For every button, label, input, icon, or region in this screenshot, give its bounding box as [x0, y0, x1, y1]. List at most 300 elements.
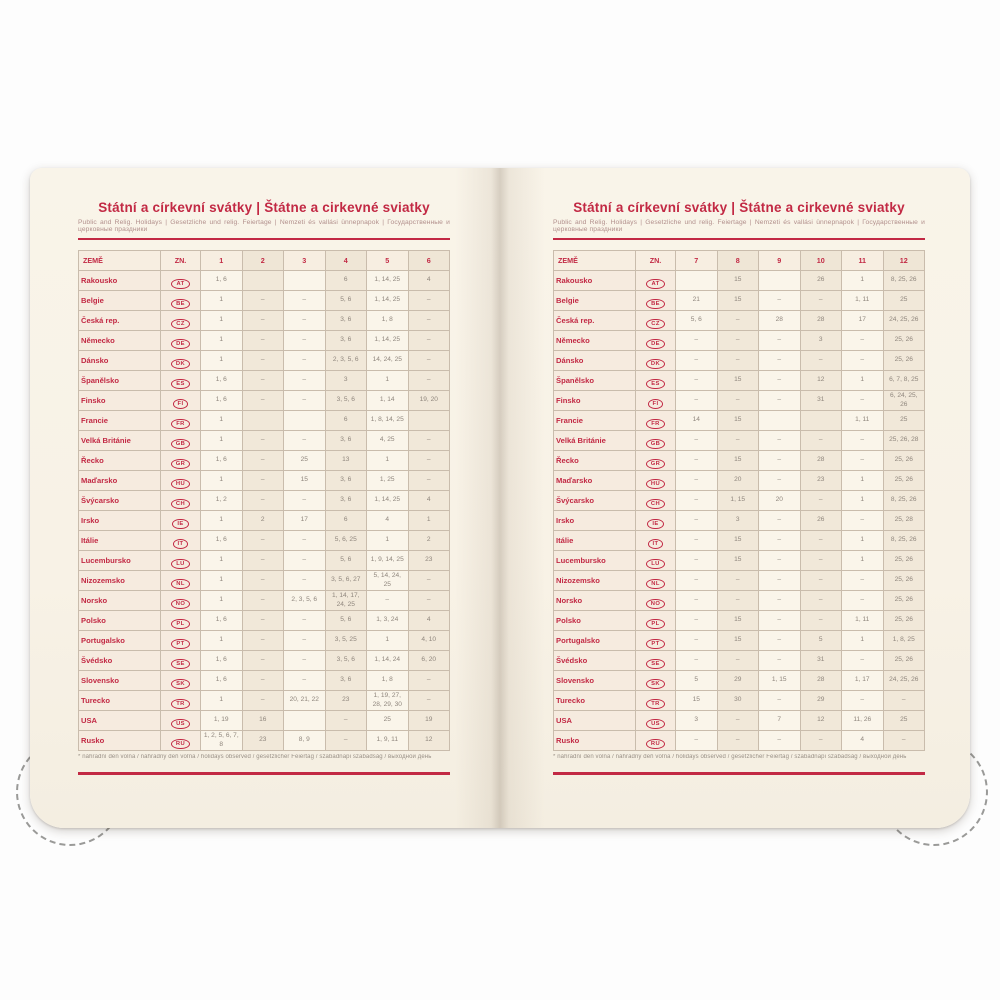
table-row: [554, 451, 925, 471]
holiday-days-cell: 5: [800, 631, 842, 651]
country-name: Dánsko: [554, 351, 636, 371]
country-code-cell: [636, 491, 676, 511]
holiday-days-cell: 23: [325, 691, 367, 711]
holiday-days-cell: –: [242, 631, 284, 651]
holiday-days-cell: 1: [201, 351, 243, 371]
table-row: [554, 511, 925, 531]
holiday-days-cell: 25, 28: [883, 511, 925, 531]
holiday-days-cell: 2, 3, 5, 6: [284, 591, 326, 611]
holiday-days-cell: 25, 26: [883, 651, 925, 671]
country-name: Finsko: [554, 391, 636, 411]
country-code-badge: NL: [171, 579, 190, 590]
holiday-days-cell: 1, 6: [201, 611, 243, 631]
red-rule-bottom: [78, 772, 450, 775]
holiday-days-cell: [284, 411, 326, 431]
table-row: [554, 351, 925, 371]
country-name: Francie: [554, 411, 636, 431]
holiday-days-cell: –: [759, 351, 801, 371]
holiday-days-cell: –: [242, 291, 284, 311]
holiday-days-cell: –: [284, 491, 326, 511]
holiday-days-cell: –: [242, 451, 284, 471]
country-code-badge: GB: [171, 439, 191, 450]
holiday-days-cell: –: [883, 731, 925, 751]
holiday-days-cell: –: [759, 731, 801, 751]
holiday-days-cell: –: [408, 571, 450, 591]
holiday-days-cell: 25, 26: [883, 331, 925, 351]
holiday-days-cell: –: [676, 471, 718, 491]
holiday-days-cell: [284, 711, 326, 731]
holiday-days-cell: –: [759, 391, 801, 411]
holiday-days-cell: 1: [201, 311, 243, 331]
country-name: USA: [79, 711, 161, 731]
holiday-days-cell: –: [676, 331, 718, 351]
holiday-days-cell: 1, 14, 24: [367, 651, 409, 671]
country-name: Maďarsko: [79, 471, 161, 491]
country-code-badge: GR: [171, 459, 191, 470]
holiday-days-cell: –: [759, 451, 801, 471]
holiday-days-cell: –: [242, 571, 284, 591]
holiday-days-cell: –: [408, 431, 450, 451]
country-code-badge: FR: [171, 419, 190, 430]
holiday-days-cell: 4: [408, 491, 450, 511]
country-code-cell: [161, 271, 201, 291]
table-row: [554, 571, 925, 591]
red-rule-top: [553, 238, 925, 240]
holiday-days-cell: 1: [408, 511, 450, 531]
column-header: 11: [842, 251, 884, 271]
holiday-days-cell: 1: [842, 371, 884, 391]
table-row: [79, 411, 450, 431]
holiday-days-cell: 4: [842, 731, 884, 751]
holiday-days-cell: 1: [842, 491, 884, 511]
holiday-days-cell: –: [800, 551, 842, 571]
country-name: Česká rep.: [79, 311, 161, 331]
holiday-days-cell: 1: [842, 531, 884, 551]
holiday-days-cell: 1: [201, 571, 243, 591]
holiday-days-cell: –: [676, 571, 718, 591]
country-name: Itálie: [79, 531, 161, 551]
country-code-cell: [636, 531, 676, 551]
holiday-days-cell: 1, 15: [717, 491, 759, 511]
country-code-cell: [161, 551, 201, 571]
table-row: [554, 331, 925, 351]
table-row: [79, 571, 450, 591]
holiday-days-cell: 1, 6: [201, 271, 243, 291]
country-code-badge: CZ: [171, 319, 190, 330]
holiday-days-cell: –: [759, 591, 801, 611]
table-row: [79, 351, 450, 371]
holiday-days-cell: 17: [842, 311, 884, 331]
holiday-days-cell: 1: [201, 591, 243, 611]
holiday-days-cell: –: [800, 491, 842, 511]
holiday-days-cell: 1, 2, 5, 6, 7, 8: [201, 731, 243, 751]
country-code-cell: [636, 651, 676, 671]
holiday-days-cell: –: [842, 351, 884, 371]
holiday-days-cell: [242, 411, 284, 431]
holiday-days-cell: 1, 14, 25: [367, 491, 409, 511]
country-code-cell: [161, 291, 201, 311]
holiday-days-cell: 5, 6: [325, 291, 367, 311]
country-code-badge: BE: [171, 299, 190, 310]
country-name: Rakousko: [554, 271, 636, 291]
country-name: Španělsko: [554, 371, 636, 391]
country-name: Řecko: [554, 451, 636, 471]
holiday-days-cell: –: [242, 391, 284, 411]
table-row: [79, 491, 450, 511]
page-title: Státní a církevní svátky | Štátne a cirkevné sviatky: [98, 200, 430, 215]
holiday-days-cell: 3: [800, 331, 842, 351]
country-name: Rakousko: [79, 271, 161, 291]
country-code-badge: PT: [646, 639, 664, 650]
holiday-days-cell: 28: [800, 311, 842, 331]
country-code-cell: [161, 491, 201, 511]
holiday-days-cell: 1: [201, 431, 243, 451]
country-name: Portugalsko: [554, 631, 636, 651]
country-code-cell: [161, 691, 201, 711]
holiday-days-cell: [800, 411, 842, 431]
holiday-days-cell: –: [842, 571, 884, 591]
holiday-days-cell: 3, 6: [325, 311, 367, 331]
column-header: ZN.: [636, 251, 676, 271]
holiday-days-cell: 1, 8: [367, 311, 409, 331]
holiday-days-cell: –: [676, 651, 718, 671]
holiday-days-cell: –: [800, 291, 842, 311]
holiday-days-cell: 1: [201, 551, 243, 571]
holiday-days-cell: –: [717, 391, 759, 411]
country-code-cell: [636, 371, 676, 391]
holiday-days-cell: 20: [759, 491, 801, 511]
holiday-days-cell: 4: [408, 271, 450, 291]
table-row: [554, 391, 925, 411]
holiday-days-cell: 1: [201, 331, 243, 351]
country-code-badge: IE: [172, 519, 188, 530]
holiday-days-cell: [759, 271, 801, 291]
country-name: Dánsko: [79, 351, 161, 371]
country-code-cell: [161, 511, 201, 531]
table-row: [554, 591, 925, 611]
country-name: Rusko: [79, 731, 161, 751]
column-header: 8: [717, 251, 759, 271]
holiday-days-cell: –: [717, 331, 759, 351]
country-name: Řecko: [79, 451, 161, 471]
table-row: [79, 391, 450, 411]
column-header: 6: [408, 251, 450, 271]
holiday-days-cell: –: [676, 631, 718, 651]
country-name: Turecko: [79, 691, 161, 711]
holiday-days-cell: –: [242, 671, 284, 691]
holiday-days-cell: 20, 21, 22: [284, 691, 326, 711]
holiday-days-cell: 25, 26, 28: [883, 431, 925, 451]
column-header: ZEMĚ: [79, 251, 161, 271]
column-header: 10: [800, 251, 842, 271]
holiday-days-cell: 1: [367, 531, 409, 551]
holiday-days-cell: 1, 6: [201, 531, 243, 551]
country-code-badge: SK: [171, 679, 190, 690]
holiday-days-cell: –: [800, 351, 842, 371]
holiday-days-cell: 25: [284, 451, 326, 471]
table-row: [79, 311, 450, 331]
country-code-badge: US: [646, 719, 665, 730]
holiday-days-cell: –: [284, 571, 326, 591]
country-code-badge: IE: [647, 519, 663, 530]
holiday-days-cell: 1, 9, 11: [367, 731, 409, 751]
table-row: [554, 651, 925, 671]
holiday-days-cell: –: [284, 651, 326, 671]
holiday-days-cell: –: [284, 331, 326, 351]
holiday-days-cell: –: [759, 431, 801, 451]
country-name: Polsko: [79, 611, 161, 631]
country-code-cell: [636, 691, 676, 711]
country-name: Slovensko: [554, 671, 636, 691]
holiday-days-cell: –: [800, 611, 842, 631]
country-code-cell: [161, 531, 201, 551]
country-code-cell: [636, 631, 676, 651]
holiday-days-cell: 1, 11: [842, 411, 884, 431]
holiday-days-cell: 1, 8, 25: [883, 631, 925, 651]
table-row: [554, 551, 925, 571]
holiday-days-cell: 1: [201, 471, 243, 491]
holiday-days-cell: –: [717, 571, 759, 591]
country-code-cell: [161, 451, 201, 471]
holiday-days-cell: –: [408, 351, 450, 371]
country-code-cell: [161, 371, 201, 391]
holiday-days-cell: 6: [325, 411, 367, 431]
holiday-days-cell: 5, 6: [325, 611, 367, 631]
page-subtitle: Public and Relig. Holidays | Gesetzliche und relig. Feiertage | Nemzeti és vallási ünnepnapok | Государственные и церковные праздники: [78, 219, 450, 233]
holiday-days-cell: –: [408, 671, 450, 691]
country-name: Itálie: [554, 531, 636, 551]
holiday-days-cell: –: [800, 571, 842, 591]
holiday-days-cell: –: [242, 691, 284, 711]
country-code-cell: [161, 351, 201, 371]
table-row: [79, 671, 450, 691]
country-code-cell: [636, 391, 676, 411]
country-code-cell: [636, 551, 676, 571]
holiday-days-cell: 28: [759, 311, 801, 331]
holiday-days-cell: –: [284, 291, 326, 311]
holiday-days-cell: –: [717, 591, 759, 611]
holiday-days-cell: 31: [800, 391, 842, 411]
holiday-days-cell: –: [676, 371, 718, 391]
country-name: Lucembursko: [79, 551, 161, 571]
column-header: 2: [242, 251, 284, 271]
country-name: Velká Británie: [554, 431, 636, 451]
holiday-days-cell: 1: [842, 271, 884, 291]
table-row: [554, 531, 925, 551]
holiday-days-cell: –: [759, 611, 801, 631]
holiday-days-cell: 23: [242, 731, 284, 751]
country-code-badge: LU: [171, 559, 190, 570]
holiday-days-cell: 5, 6: [676, 311, 718, 331]
holiday-days-cell: –: [676, 731, 718, 751]
holiday-days-cell: 5, 14, 24, 25: [367, 571, 409, 591]
country-name: Španělsko: [79, 371, 161, 391]
table-row: [554, 411, 925, 431]
country-code-badge: NO: [646, 599, 666, 610]
holiday-days-cell: 17: [284, 511, 326, 531]
footnote: * náhradní den volna / náhradný deň voľna / holidays observed / gesetzlicher Feiertag / szabadnapi szabadság / выходной день: [553, 754, 907, 760]
country-code-cell: [161, 391, 201, 411]
holiday-days-cell: 25, 26: [883, 591, 925, 611]
holiday-days-cell: –: [284, 671, 326, 691]
holiday-days-cell: 1, 6: [201, 371, 243, 391]
holiday-days-cell: 6, 24, 25, 26: [883, 391, 925, 411]
red-rule-bottom: [553, 772, 925, 775]
country-code-badge: SE: [171, 659, 190, 670]
country-code-cell: [161, 591, 201, 611]
country-code-cell: [636, 571, 676, 591]
table-row: [554, 471, 925, 491]
holiday-days-cell: 15: [676, 691, 718, 711]
holiday-days-cell: 1, 17: [842, 671, 884, 691]
country-code-badge: BE: [646, 299, 665, 310]
holidays-table-months-1-6: [78, 250, 450, 751]
country-code-cell: [161, 311, 201, 331]
holiday-days-cell: 1, 15: [759, 671, 801, 691]
holiday-days-cell: –: [759, 691, 801, 711]
holiday-days-cell: 15: [717, 531, 759, 551]
holiday-days-cell: 3: [325, 371, 367, 391]
country-name: Francie: [79, 411, 161, 431]
table-row: [554, 611, 925, 631]
country-code-badge: PL: [171, 619, 189, 630]
holiday-days-cell: 1: [367, 631, 409, 651]
country-name: Švédsko: [79, 651, 161, 671]
holiday-days-cell: 1: [367, 371, 409, 391]
holiday-days-cell: 4: [367, 511, 409, 531]
holiday-days-cell: 3, 5, 6, 27: [325, 571, 367, 591]
country-name: Portugalsko: [79, 631, 161, 651]
country-name: USA: [554, 711, 636, 731]
country-code-cell: [636, 711, 676, 731]
holiday-days-cell: 25, 26: [883, 571, 925, 591]
planner-spread: [30, 168, 970, 828]
country-code-badge: RU: [171, 739, 190, 750]
holiday-days-cell: [759, 411, 801, 431]
holiday-days-cell: –: [842, 511, 884, 531]
holiday-days-cell: –: [842, 591, 884, 611]
holiday-days-cell: –: [242, 491, 284, 511]
country-code-badge: FI: [648, 399, 664, 410]
footnote: * náhradní den volna / náhradný deň voľna / holidays observed / gesetzlicher Feiertag / szabadnapi szabadság / выходной день: [78, 754, 432, 760]
holiday-days-cell: 1, 19, 27, 28, 29, 30: [367, 691, 409, 711]
holiday-days-cell: 3: [717, 511, 759, 531]
table-row: [79, 711, 450, 731]
holiday-days-cell: 14, 24, 25: [367, 351, 409, 371]
country-code-cell: [636, 611, 676, 631]
holiday-days-cell: –: [842, 431, 884, 451]
country-name: Belgie: [554, 291, 636, 311]
table-row: [79, 431, 450, 451]
holiday-days-cell: 25, 26: [883, 471, 925, 491]
holiday-days-cell: 3: [676, 711, 718, 731]
table-row: [554, 731, 925, 751]
holiday-days-cell: –: [717, 351, 759, 371]
country-code-cell: [636, 411, 676, 431]
holiday-days-cell: –: [842, 331, 884, 351]
holiday-days-cell: –: [284, 551, 326, 571]
country-code-badge: IT: [173, 539, 189, 550]
column-header: 7: [676, 251, 718, 271]
holiday-days-cell: 29: [717, 671, 759, 691]
holiday-days-cell: –: [759, 651, 801, 671]
country-name: Švýcarsko: [554, 491, 636, 511]
holiday-days-cell: –: [759, 631, 801, 651]
holiday-days-cell: 8, 25, 26: [883, 491, 925, 511]
country-code-badge: SE: [646, 659, 665, 670]
holiday-days-cell: 1, 3, 24: [367, 611, 409, 631]
table-row: [79, 331, 450, 351]
holiday-days-cell: 6, 7, 8, 25: [883, 371, 925, 391]
holiday-days-cell: –: [242, 351, 284, 371]
holiday-days-cell: 1, 14, 25: [367, 331, 409, 351]
holiday-days-cell: 30: [717, 691, 759, 711]
holiday-days-cell: 4: [408, 611, 450, 631]
holiday-days-cell: 15: [717, 551, 759, 571]
holiday-days-cell: –: [284, 611, 326, 631]
holiday-days-cell: 15: [284, 471, 326, 491]
country-code-cell: [161, 651, 201, 671]
page-title: Státní a církevní svátky | Štátne a cirkevné sviatky: [573, 200, 905, 215]
holiday-days-cell: –: [676, 611, 718, 631]
table-row: [79, 551, 450, 571]
holiday-days-cell: 16: [242, 711, 284, 731]
holiday-days-cell: 8, 25, 26: [883, 531, 925, 551]
holiday-days-cell: 1, 2: [201, 491, 243, 511]
country-name: Německo: [554, 331, 636, 351]
holiday-days-cell: 1: [201, 631, 243, 651]
holiday-days-cell: 1, 6: [201, 671, 243, 691]
holiday-days-cell: 1: [201, 291, 243, 311]
country-name: Irsko: [554, 511, 636, 531]
country-name: Švýcarsko: [79, 491, 161, 511]
country-name: Irsko: [79, 511, 161, 531]
holiday-days-cell: 1: [201, 411, 243, 431]
country-code-cell: [161, 631, 201, 651]
table-row: [554, 631, 925, 651]
holiday-days-cell: 25, 26: [883, 451, 925, 471]
table-row: [554, 271, 925, 291]
column-header: 3: [284, 251, 326, 271]
holiday-days-cell: 1, 8: [367, 671, 409, 691]
holiday-days-cell: 28: [800, 451, 842, 471]
holiday-days-cell: [242, 271, 284, 291]
holiday-days-cell: 20: [717, 471, 759, 491]
holiday-days-cell: 15: [717, 371, 759, 391]
red-rule-top: [78, 238, 450, 240]
country-code-badge: GR: [646, 459, 666, 470]
country-name: Polsko: [554, 611, 636, 631]
holiday-days-cell: –: [242, 311, 284, 331]
holiday-days-cell: 1: [367, 451, 409, 471]
holiday-days-cell: 1, 6: [201, 451, 243, 471]
country-code-badge: CH: [646, 499, 665, 510]
country-code-badge: DK: [171, 359, 190, 370]
country-code-badge: PT: [171, 639, 189, 650]
column-header: 5: [367, 251, 409, 271]
holiday-days-cell: 1, 8, 14, 25: [367, 411, 409, 431]
country-code-badge: NO: [171, 599, 191, 610]
country-code-badge: CH: [171, 499, 190, 510]
country-name: Lucembursko: [554, 551, 636, 571]
holiday-days-cell: [408, 411, 450, 431]
country-name: Nizozemsko: [554, 571, 636, 591]
column-header: ZEMĚ: [554, 251, 636, 271]
country-code-cell: [636, 291, 676, 311]
table-row: [79, 611, 450, 631]
holiday-days-cell: –: [759, 371, 801, 391]
holiday-days-cell: 1, 14: [367, 391, 409, 411]
